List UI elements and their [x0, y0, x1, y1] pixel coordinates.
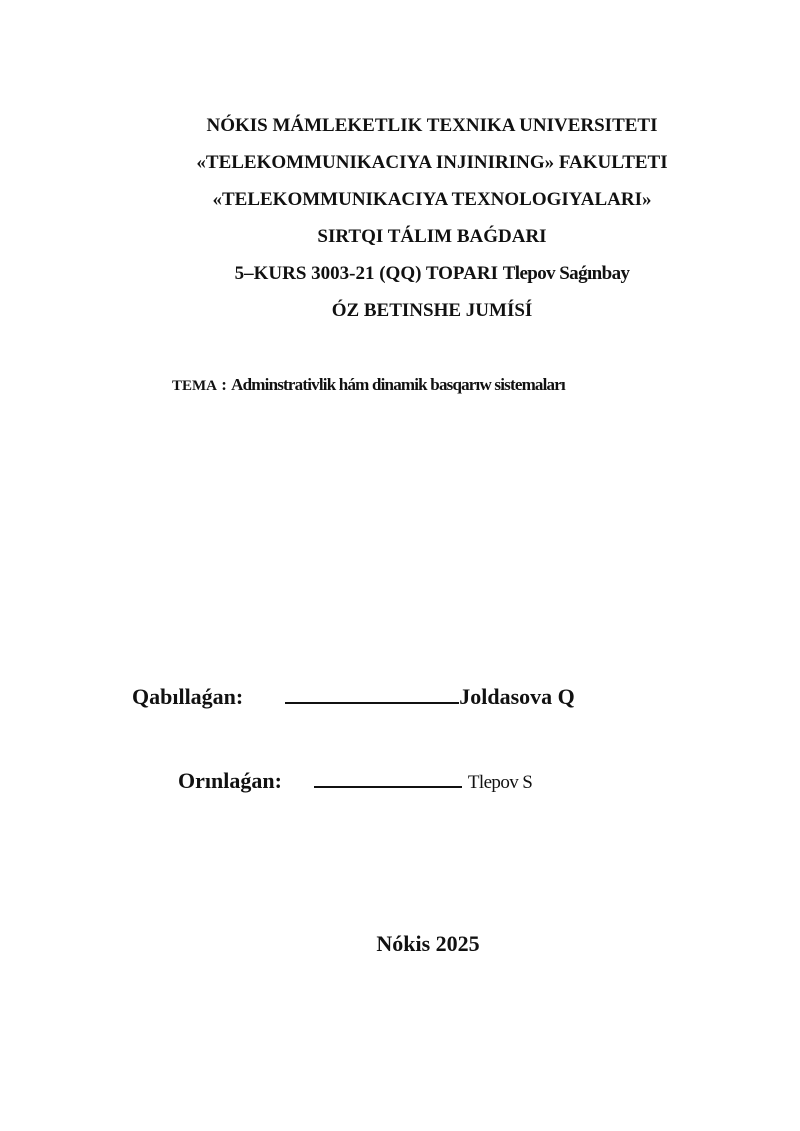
- topic-line: [172, 373, 565, 398]
- faculty-name: «TELEKOMMUNIKACIYA INJINIRING» FAKULTETI: [196, 152, 668, 173]
- topic-title: Adminstrativlik hám dinamik basqarıw sistemaları: [231, 375, 565, 394]
- accepted-signature-row: [132, 680, 575, 711]
- city-year: Nókis 2025: [376, 931, 480, 956]
- work-type: ÓZ BETINSHE JUMÍSÍ: [331, 300, 533, 321]
- university-name: NÓKIS MÁMLEKETLIK TEXNIKA UNIVERSITETI: [206, 115, 658, 136]
- group-line: [32, 262, 800, 286]
- group-info: 5–KURS 3003-21 (QQ) TOPARI: [234, 263, 503, 284]
- department-name: «TELEKOMMUNIKACIYA TEXNOLOGIYALARI»: [212, 189, 652, 210]
- student-name: Tlepov Saǵınbay: [502, 263, 630, 284]
- topic-colon: :: [217, 375, 232, 394]
- accepted-label: Qabıllaǵan:: [132, 684, 244, 709]
- done-signature-line: [314, 764, 462, 788]
- study-mode: SIRTQI TÁLIM BAǴDARI: [317, 226, 547, 247]
- accepted-name: Joldasova Q: [459, 684, 575, 709]
- accepted-signature-line: [285, 680, 459, 704]
- done-signature-row: [178, 764, 532, 797]
- done-name: Tlepov S: [467, 772, 533, 793]
- topic-label: TEMA: [172, 378, 217, 394]
- done-label: Orınlaǵan:: [178, 768, 282, 793]
